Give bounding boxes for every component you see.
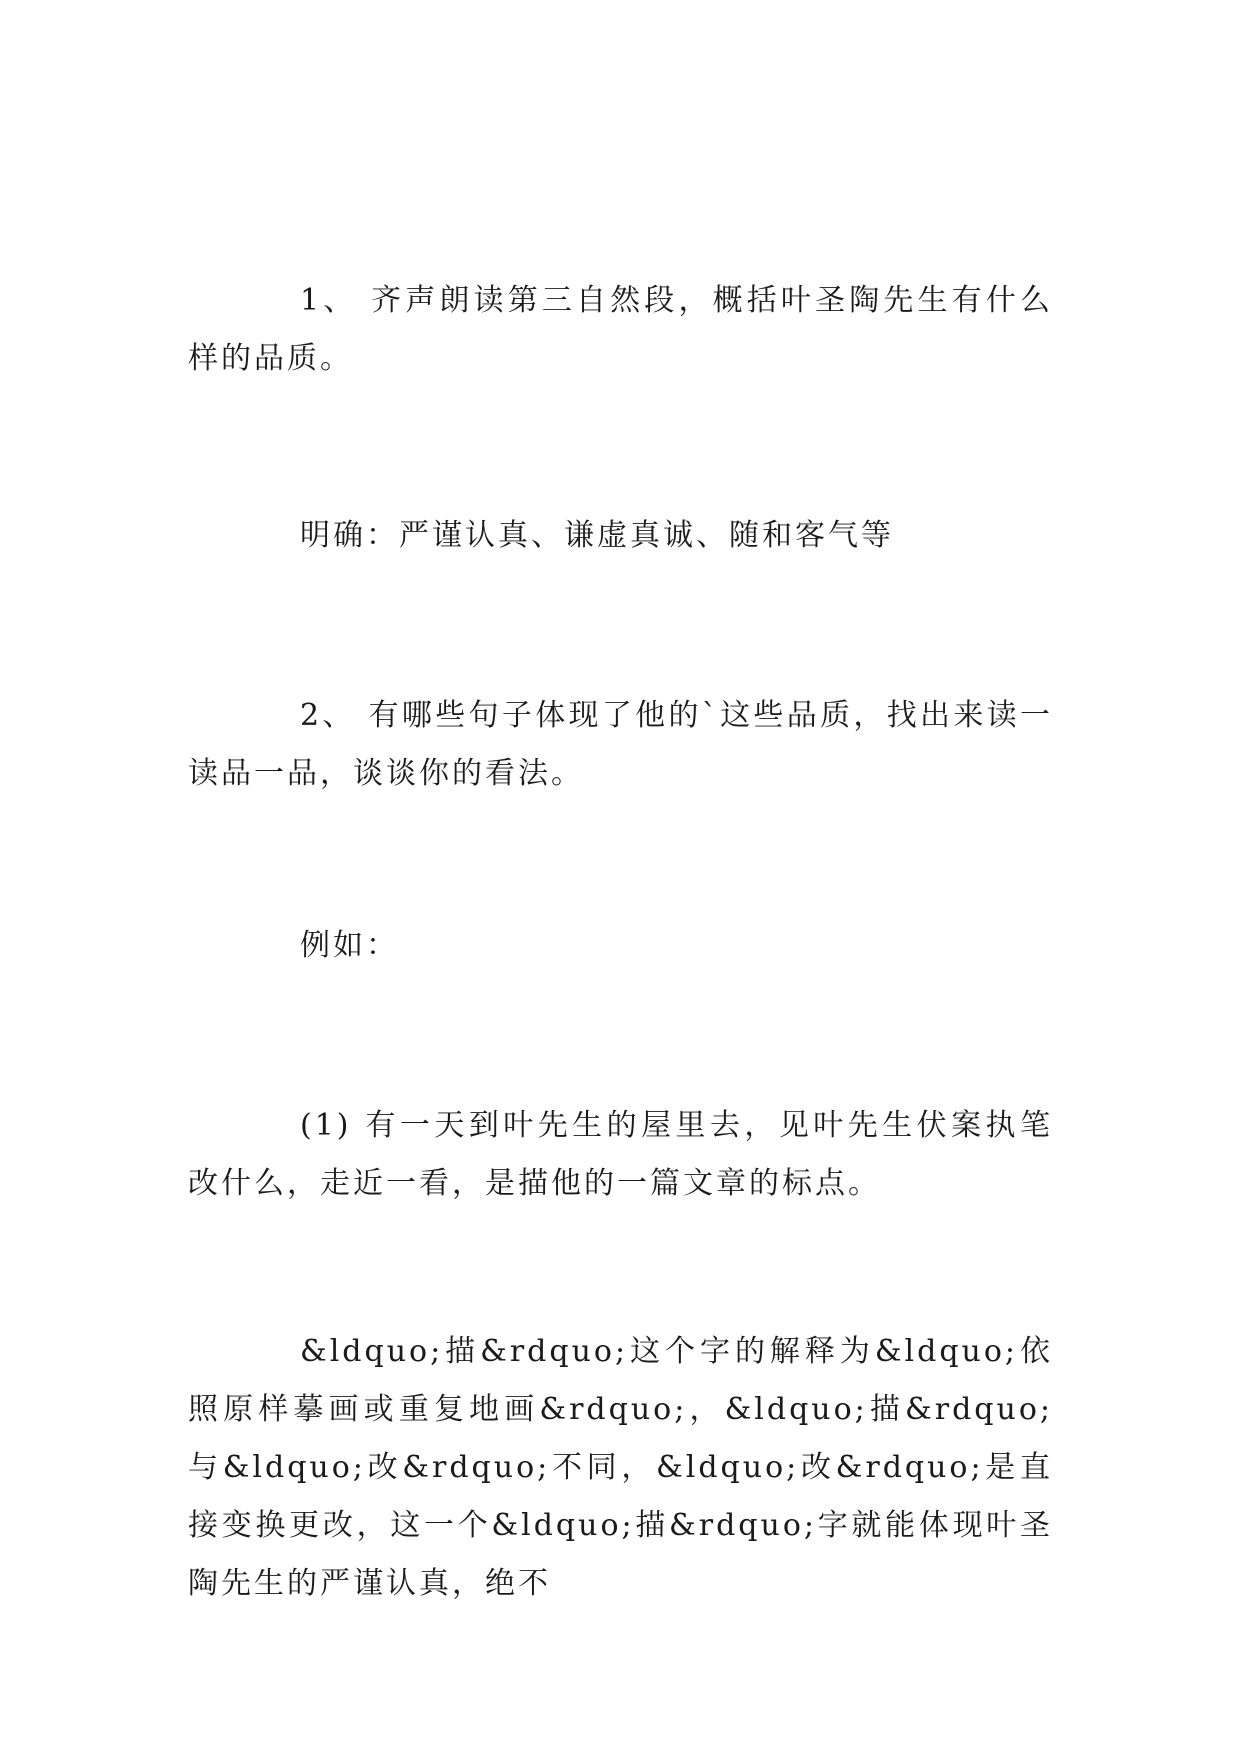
paragraph-question-1: 1、 齐声朗读第三自然段，概括叶圣陶先生有什么样的品质。 <box>188 283 1053 376</box>
paragraph-example-label: 例如： <box>300 928 399 963</box>
paragraph-analysis: &ldquo;描&rdquo;这个字的解释为&ldquo;依照原样摹画或重复地画&rdquo;，&ldquo;描&rdquo;与&ldquo;改&rdquo;不同，&ldquo;改&rdquo;是直接变换更改，这一个&ldquo;描&rdquo;字就能体现叶圣陶先生的严谨认真，绝不 <box>188 1334 1053 1601</box>
paragraph-answer: 明确：严谨认真、谦虚真诚、随和客气等 <box>300 518 894 553</box>
paragraph-question-2: 2、 有哪些句子体现了他的`这些品质，找出来读一读品一品，谈谈你的看法。 <box>188 698 1053 791</box>
paragraph-example-1: (1) 有一天到叶先生的屋里去，见叶先生伏案执笔改什么，走近一看，是描他的一篇文章的标点。 <box>188 1108 1053 1201</box>
